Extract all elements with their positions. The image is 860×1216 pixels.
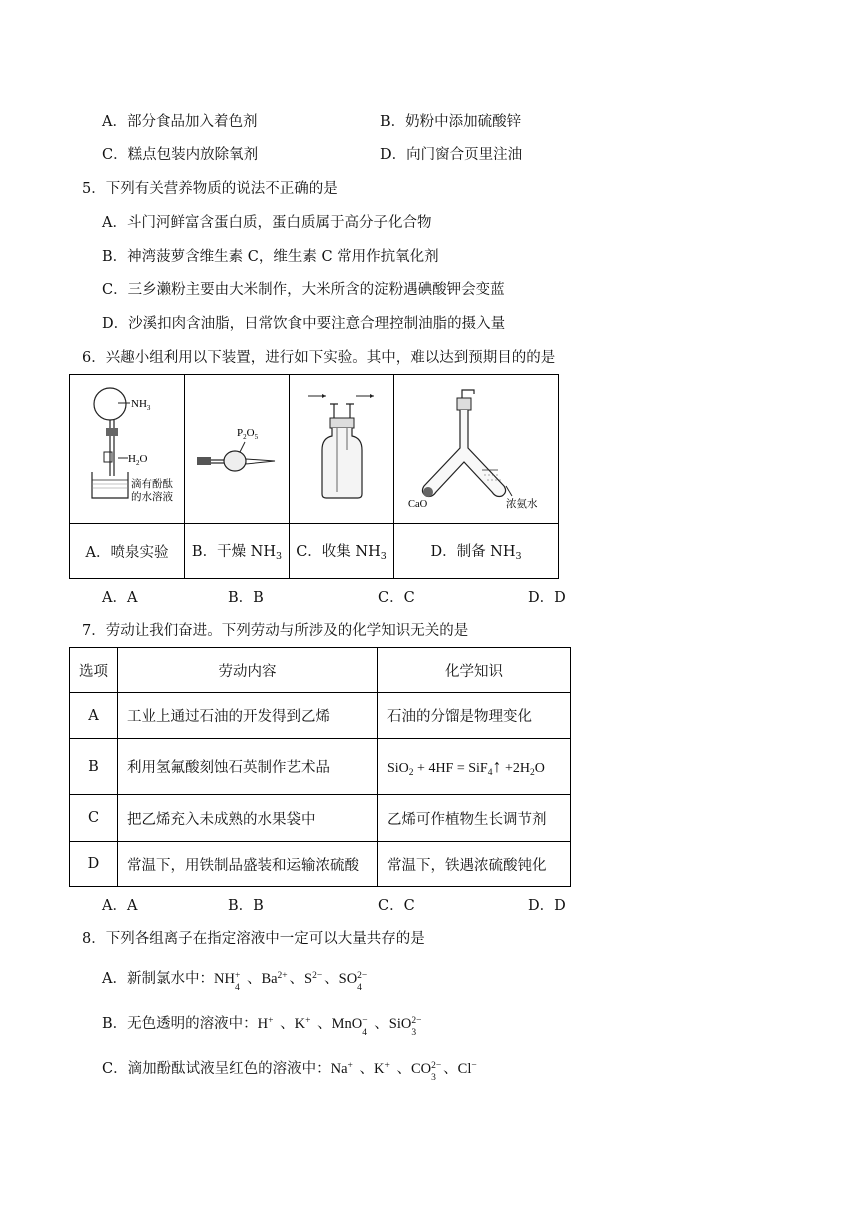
q6-stem: 6．兴趣小组利用以下装置，进行如下实验。其中，难以达到预期目的的是	[82, 350, 556, 366]
ion-separator: 、	[246, 971, 262, 987]
ion: CO 2− 3	[411, 1061, 442, 1083]
q7-row-d-labor: 常温下，用铁制品盛装和运输浓硫酸	[118, 842, 378, 887]
ion-separator: 、	[396, 1061, 411, 1077]
q8-option-b: B．无色透明的溶液中：H + 、K + 、MnO − 4 、SiO 2− 3	[102, 1016, 422, 1038]
ion: H +	[257, 1016, 274, 1032]
q7-row-a-option: A	[70, 693, 118, 739]
ion: S 2−	[304, 971, 323, 987]
q7-row-d-option: D	[70, 842, 118, 887]
ion: NH + 4	[213, 971, 241, 993]
q6-caption-c: C．收集 $NH_3$	[290, 524, 394, 579]
q6-answer-a: A．A	[102, 590, 138, 606]
q7-row-a-chem: 石油的分馏是物理变化	[378, 693, 571, 739]
q6-caption-d: D．制备 $NH_3$	[394, 524, 559, 579]
svg-text:H2O: $H_2O$	[128, 452, 148, 467]
q7-answer-b: B．B	[228, 898, 264, 914]
drying-tube-figure	[185, 376, 289, 523]
q7-row-b-chem: SiO$_2$ + 4HF = SiF$_4$↑ $+2H_2O$	[378, 739, 571, 795]
q7-stem: 7．劳动让我们奋进。下列劳动与所涉及的化学知识无关的是	[82, 623, 469, 639]
q7-row-a-labor: 工业上通过石油的开发得到乙烯	[118, 693, 378, 739]
q6-answer-c: C．C	[378, 590, 415, 606]
ion-separator: 、	[324, 971, 339, 987]
q7-row-c-labor: 把乙烯充入未成熟的水果袋中	[118, 795, 378, 842]
q4-option-c: C．糕点包装内放除氧剂	[102, 147, 259, 163]
q8-option-a: A．新制氯水中：NH + 4 、Ba 2+ 、S 2− 、SO 2− 4	[102, 971, 368, 993]
ion: K +	[294, 1016, 311, 1032]
svg-text:滴有酚酞: 滴有酚酞	[131, 477, 173, 490]
q8-stem: 8．下列各组离子在指定溶液中一定可以大量共存的是	[82, 931, 425, 947]
svg-text:浓氨水: 浓氨水	[506, 497, 538, 510]
q7-answer-a: A．A	[102, 898, 138, 914]
fountain-apparatus-figure	[70, 376, 184, 523]
table-row	[70, 693, 571, 739]
q7-answer-c: C．C	[378, 898, 415, 914]
q7-row-b-labor: 利用氢氟酸刻蚀石英制作艺术品	[118, 739, 378, 795]
svg-text:的水溶液: 的水溶液	[131, 490, 173, 503]
svg-text:P2O5: $P_2O_5$	[237, 426, 259, 441]
ion-separator: 、	[317, 1016, 332, 1032]
ion: Ba 2+	[261, 971, 288, 987]
q6-figure-a-cell	[70, 375, 185, 524]
ion: Na +	[330, 1061, 353, 1077]
table-row	[70, 739, 571, 795]
gas-collection-bottle-figure	[290, 376, 393, 523]
q8-option-c: C．滴加酚酞试液呈红色的溶液中：Na + 、K + 、CO 2− 3 、Cl −	[102, 1059, 483, 1079]
q7-header-option: 选项	[70, 648, 118, 693]
q7-answer-d: D．D	[528, 898, 566, 914]
q7-header-labor: 劳动内容	[118, 648, 378, 693]
q4-option-a: A．部分食品加入着色剂	[102, 114, 258, 130]
y-tube-figure	[394, 376, 558, 523]
q7-row-b-option: B	[70, 739, 118, 795]
q6-answer-d: D．D	[528, 590, 566, 606]
q7-row-c-chem: 乙烯可作植物生长调节剂	[378, 795, 571, 842]
ion: Cl −	[457, 1061, 477, 1077]
q6-figure-d-cell	[394, 375, 559, 524]
ion-separator: 、	[443, 1061, 458, 1077]
q6-figure-c-cell	[290, 375, 394, 524]
ion: MnO − 4	[331, 1016, 368, 1038]
table-row	[70, 795, 571, 842]
q7-table	[69, 647, 571, 887]
q7-row-c-option: C	[70, 795, 118, 842]
q4-option-b: B．奶粉中添加硫酸锌	[380, 114, 522, 130]
q6-caption-b: B．干燥 $NH_3$	[185, 524, 290, 579]
ion-separator: 、	[289, 971, 305, 987]
q6-figure-b-cell	[185, 375, 290, 524]
q5-stem: 5．下列有关营养物质的说法不正确的是	[82, 181, 338, 197]
svg-text:CaO: CaO	[408, 498, 428, 510]
ion: SO 2− 4	[338, 971, 368, 993]
q5-option-b: B．神湾菠萝含维生素 C，维生素 C 常用作抗氧化剂	[102, 249, 439, 265]
q7-row-d-chem: 常温下，铁遇浓硫酸钝化	[378, 842, 571, 887]
q7-header-chem: 化学知识	[378, 648, 571, 693]
svg-text:NH3: $NH_3$	[131, 397, 151, 412]
q5-option-c: C．三乡濑粉主要由大米制作，大米所含的淀粉遇碘酸钾会变蓝	[102, 282, 505, 298]
ion: K +	[374, 1061, 390, 1077]
q6-apparatus-table	[69, 374, 559, 579]
q5-option-d: D．沙溪扣肉含油脂，日常饮食中要注意合理控制油脂的摄入量	[102, 316, 506, 332]
ion-separator: 、	[374, 1016, 389, 1032]
q6-caption-a: A．喷泉实验	[70, 524, 185, 579]
ion-separator: 、	[359, 1061, 375, 1077]
q7-header-row	[70, 648, 571, 693]
q5-option-a: A．斗门河鲜富含蛋白质，蛋白质属于高分子化合物	[102, 215, 432, 231]
ion: SiO 2− 3	[388, 1016, 422, 1038]
table-row	[70, 842, 571, 887]
q6-answer-b: B．B	[228, 590, 264, 606]
ion-separator: 、	[280, 1016, 295, 1032]
q4-option-d: D．向门窗合页里注油	[380, 147, 523, 163]
